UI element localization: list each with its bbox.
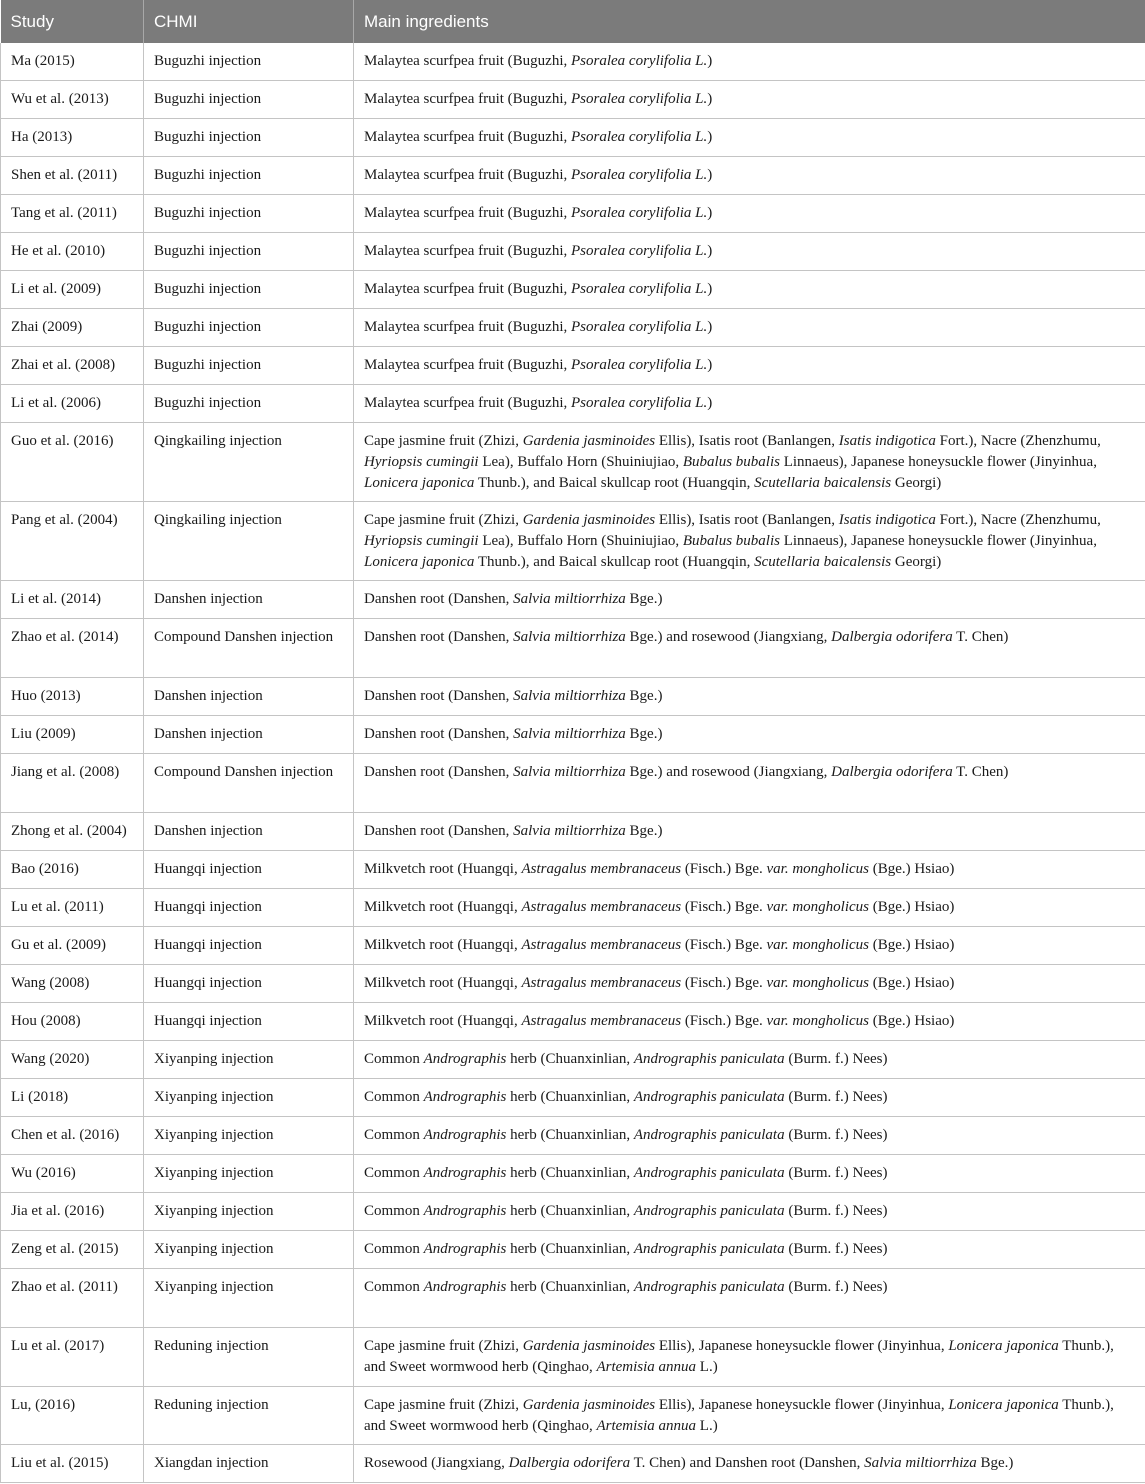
chmi-cell: Huangqi injection — [144, 965, 354, 1003]
study-cell: Bao (2016) — [1, 851, 144, 889]
table-row — [1, 502, 1145, 581]
chmi-cell: Qingkailing injection — [144, 502, 354, 581]
species-name: Scutellaria baicalensis — [754, 475, 892, 491]
species-name: Dalbergia odorifera — [831, 764, 953, 780]
chmi-cell: Xiyanping injection — [144, 1269, 354, 1328]
ingredients-cell — [354, 1328, 1145, 1387]
chmi-cell: Compound Danshen injection — [144, 754, 354, 813]
species-name: Psoralea corylifolia L. — [571, 129, 708, 145]
species-name: Psoralea corylifolia L. — [571, 167, 708, 183]
chmi-cell: Danshen injection — [144, 581, 354, 619]
chmi-cell: Xiyanping injection — [144, 1117, 354, 1155]
header-chmi: CHMI — [144, 0, 354, 43]
ingredient-text: Bge.) — [625, 591, 663, 607]
table-row — [1, 43, 1145, 81]
species-name: Bubalus bubalis — [682, 454, 780, 470]
ingredient-text: herb (Chuanxinlian, — [506, 1127, 634, 1143]
ingredient-text: Milkvetch root (Huangqi, — [364, 899, 522, 915]
species-name: Hyriopsis cumingii — [364, 454, 479, 470]
ingredient-text: (Bge.) Hsiao) — [868, 975, 955, 991]
ingredient-text: (Bge.) Hsiao) — [868, 861, 955, 877]
ingredients-cell — [354, 233, 1145, 271]
ingredient-text: Ellis), Isatis root (Banlangen, — [655, 433, 839, 449]
ingredients-cell — [354, 716, 1145, 754]
species-name: Psoralea corylifolia L. — [571, 281, 708, 297]
species-name: var. mongholicus — [766, 899, 869, 915]
study-cell: Shen et al. (2011) — [1, 157, 144, 195]
ingredient-text: Milkvetch root (Huangqi, — [364, 937, 522, 953]
ingredient-text: Georgi) — [891, 554, 942, 570]
ingredient-text: Cape jasmine fruit (Zhizi, — [364, 1397, 523, 1413]
ingredient-text: L.) — [696, 1418, 718, 1434]
ingredient-text: Bge.) and rosewood (Jiangxiang, — [625, 764, 832, 780]
ingredient-text: Common — [364, 1279, 424, 1295]
chmi-cell: Buguzhi injection — [144, 157, 354, 195]
chmi-cell: Xiyanping injection — [144, 1079, 354, 1117]
study-cell: Zhai et al. (2008) — [1, 347, 144, 385]
chmi-cell: Xiyanping injection — [144, 1155, 354, 1193]
ingredient-text: (Burm. f.) Nees) — [784, 1165, 888, 1181]
ingredient-text: Malaytea scurfpea fruit (Buguzhi, — [364, 281, 572, 297]
ingredient-text: (Burm. f.) Nees) — [784, 1051, 888, 1067]
chmi-cell: Danshen injection — [144, 813, 354, 851]
ingredient-text: T. Chen) — [952, 629, 1009, 645]
study-cell: Huo (2013) — [1, 678, 144, 716]
ingredients-cell — [354, 851, 1145, 889]
species-name: Gardenia jasminoides — [522, 1338, 656, 1354]
ingredients-cell — [354, 1387, 1145, 1445]
species-name: Andrographis paniculata — [633, 1241, 785, 1257]
species-name: Andrographis — [423, 1127, 507, 1143]
ingredients-cell — [354, 1193, 1145, 1231]
ingredients-cell — [354, 502, 1145, 581]
ingredient-text: herb (Chuanxinlian, — [506, 1203, 634, 1219]
table-row — [1, 678, 1145, 716]
table-row — [1, 233, 1145, 271]
table-row — [1, 195, 1145, 233]
species-name: Andrographis paniculata — [633, 1279, 785, 1295]
ingredient-text: ) — [707, 53, 713, 69]
species-name: Psoralea corylifolia L. — [571, 205, 708, 221]
species-name: Salvia miltiorrhiza — [513, 629, 626, 645]
species-name: Andrographis paniculata — [633, 1203, 785, 1219]
ingredient-text: (Burm. f.) Nees) — [784, 1203, 888, 1219]
ingredient-text: Cape jasmine fruit (Zhizi, — [364, 433, 523, 449]
study-cell: Li (2018) — [1, 1079, 144, 1117]
species-name: Lonicera japonica — [948, 1338, 1059, 1354]
ingredient-text: L.) — [696, 1359, 718, 1375]
study-cell: Wu et al. (2013) — [1, 81, 144, 119]
chmi-cell: Xiyanping injection — [144, 1041, 354, 1079]
ingredient-text: Malaytea scurfpea fruit (Buguzhi, — [364, 319, 572, 335]
table-row — [1, 347, 1145, 385]
ingredient-text: Bge.) — [625, 823, 663, 839]
species-name: Andrographis paniculata — [633, 1165, 785, 1181]
ingredients-cell — [354, 423, 1145, 502]
ingredients-cell — [354, 1117, 1145, 1155]
ingredient-text: Malaytea scurfpea fruit (Buguzhi, — [364, 357, 572, 373]
chmi-cell: Compound Danshen injection — [144, 619, 354, 678]
ingredient-text: herb (Chuanxinlian, — [506, 1089, 634, 1105]
ingredient-text: Thunb.), and Sweet wormwood herb (Qinghao, — [364, 1338, 1114, 1375]
ingredient-text: Ellis), Isatis root (Banlangen, — [655, 512, 839, 528]
table-row — [1, 1387, 1145, 1445]
species-name: Astragalus membranaceus — [521, 937, 682, 953]
ingredient-text: Danshen root (Danshen, — [364, 764, 514, 780]
species-name: Andrographis paniculata — [633, 1127, 785, 1143]
ingredient-text: Fort.), Nacre (Zhenzhumu, — [935, 512, 1101, 528]
study-cell: Chen et al. (2016) — [1, 1117, 144, 1155]
ingredient-text: Ellis), Japanese honeysuckle flower (Jinyinhua, — [655, 1338, 949, 1354]
ingredient-text: Malaytea scurfpea fruit (Buguzhi, — [364, 167, 572, 183]
ingredient-text: (Fisch.) Bge. — [681, 937, 767, 953]
table-row — [1, 119, 1145, 157]
ingredients-cell — [354, 347, 1145, 385]
ingredient-text: Common — [364, 1203, 424, 1219]
study-cell: Ma (2015) — [1, 43, 144, 81]
table-row — [1, 927, 1145, 965]
species-name: Dalbergia odorifera — [831, 629, 953, 645]
species-name: Hyriopsis cumingii — [364, 533, 479, 549]
study-cell: Wang (2020) — [1, 1041, 144, 1079]
ingredient-text: (Fisch.) Bge. — [681, 975, 767, 991]
species-name: Isatis indigotica — [838, 512, 936, 528]
ingredient-text: Lea), Buffalo Horn (Shuiniujiao, — [478, 454, 683, 470]
ingredients-cell — [354, 927, 1145, 965]
ingredient-text: Danshen root (Danshen, — [364, 629, 514, 645]
study-cell: Tang et al. (2011) — [1, 195, 144, 233]
ingredient-text: herb (Chuanxinlian, — [506, 1051, 634, 1067]
species-name: Astragalus membranaceus — [521, 861, 682, 877]
ingredients-cell — [354, 965, 1145, 1003]
ingredients-cell — [354, 309, 1145, 347]
table-row — [1, 619, 1145, 678]
species-name: Andrographis — [423, 1165, 507, 1181]
ingredient-text: Danshen root (Danshen, — [364, 591, 514, 607]
table-row — [1, 1231, 1145, 1269]
chmi-cell: Xiyanping injection — [144, 1231, 354, 1269]
ingredient-text: Thunb.), and Baical skullcap root (Huangqin, — [474, 554, 755, 570]
species-name: Salvia miltiorrhiza — [513, 823, 626, 839]
ingredient-text: (Fisch.) Bge. — [681, 1013, 767, 1029]
table-row — [1, 754, 1145, 813]
chmi-cell: Buguzhi injection — [144, 81, 354, 119]
chmi-cell: Huangqi injection — [144, 1003, 354, 1041]
ingredient-text: Malaytea scurfpea fruit (Buguzhi, — [364, 205, 572, 221]
ingredient-text: Bge.) — [625, 726, 663, 742]
species-name: Bubalus bubalis — [682, 533, 780, 549]
species-name: Gardenia jasminoides — [522, 1397, 656, 1413]
ingredients-cell — [354, 678, 1145, 716]
species-name: Andrographis — [423, 1279, 507, 1295]
species-name: Andrographis — [423, 1241, 507, 1257]
ingredient-text: Common — [364, 1051, 424, 1067]
ingredient-text: Milkvetch root (Huangqi, — [364, 861, 522, 877]
study-cell: Wang (2008) — [1, 965, 144, 1003]
ingredient-text: ) — [707, 319, 713, 335]
species-name: Salvia miltiorrhiza — [513, 591, 626, 607]
ingredients-cell — [354, 619, 1145, 678]
table-row — [1, 889, 1145, 927]
table-row — [1, 423, 1145, 502]
ingredient-text: Thunb.), and Baical skullcap root (Huangqin, — [474, 475, 755, 491]
ingredient-text: herb (Chuanxinlian, — [506, 1165, 634, 1181]
ingredient-text: (Burm. f.) Nees) — [784, 1241, 888, 1257]
ingredient-text: Milkvetch root (Huangqi, — [364, 1013, 522, 1029]
table-row — [1, 1328, 1145, 1387]
ingredient-text: (Fisch.) Bge. — [681, 861, 767, 877]
study-cell: Li et al. (2006) — [1, 385, 144, 423]
table-row — [1, 1445, 1145, 1483]
table-row — [1, 271, 1145, 309]
chmi-cell: Buguzhi injection — [144, 271, 354, 309]
table-row — [1, 965, 1145, 1003]
species-name: Salvia miltiorrhiza — [513, 726, 626, 742]
study-cell: Lu, (2016) — [1, 1387, 144, 1445]
chmi-cell: Danshen injection — [144, 716, 354, 754]
ingredients-cell — [354, 385, 1145, 423]
ingredient-text: ) — [707, 129, 713, 145]
chmi-cell: Huangqi injection — [144, 851, 354, 889]
ingredient-text: Danshen root (Danshen, — [364, 823, 514, 839]
species-name: var. mongholicus — [766, 861, 869, 877]
ingredient-text: ) — [707, 357, 713, 373]
chmi-cell: Buguzhi injection — [144, 385, 354, 423]
ingredient-text: Malaytea scurfpea fruit (Buguzhi, — [364, 53, 572, 69]
chmi-cell: Xiyanping injection — [144, 1193, 354, 1231]
table-row — [1, 1041, 1145, 1079]
study-cell: Lu et al. (2017) — [1, 1328, 144, 1387]
species-name: Psoralea corylifolia L. — [571, 91, 708, 107]
study-cell: Zhong et al. (2004) — [1, 813, 144, 851]
chmi-cell: Buguzhi injection — [144, 119, 354, 157]
table-row — [1, 851, 1145, 889]
table-row — [1, 1193, 1145, 1231]
species-name: Andrographis paniculata — [633, 1089, 785, 1105]
table-row — [1, 813, 1145, 851]
ingredient-text: Thunb.), and Sweet wormwood herb (Qinghao, — [364, 1397, 1114, 1434]
ingredient-text: Common — [364, 1127, 424, 1143]
species-name: Salvia miltiorrhiza — [513, 764, 626, 780]
table-row — [1, 81, 1145, 119]
species-name: Dalbergia odorifera — [508, 1455, 631, 1471]
study-cell: Lu et al. (2011) — [1, 889, 144, 927]
header-row — [1, 0, 1145, 43]
species-name: Psoralea corylifolia L. — [571, 395, 708, 411]
ingredient-text: Malaytea scurfpea fruit (Buguzhi, — [364, 129, 572, 145]
chmi-cell: Reduning injection — [144, 1328, 354, 1387]
species-name: Lonicera japonica — [948, 1397, 1059, 1413]
ingredient-text: (Fisch.) Bge. — [681, 899, 767, 915]
chmi-cell: Buguzhi injection — [144, 195, 354, 233]
study-cell: Liu (2009) — [1, 716, 144, 754]
ingredient-text: herb (Chuanxinlian, — [506, 1279, 634, 1295]
ingredient-text: ) — [707, 395, 713, 411]
ingredient-text: Linnaeus), Japanese honeysuckle flower (Jinyinhua, — [779, 533, 1097, 549]
ingredient-text: Common — [364, 1241, 424, 1257]
ingredients-cell — [354, 581, 1145, 619]
study-cell: Liu et al. (2015) — [1, 1445, 144, 1483]
chmi-cell: Qingkailing injection — [144, 423, 354, 502]
header-study: Study — [1, 0, 144, 43]
ingredient-text: ) — [707, 243, 713, 259]
ingredient-text: (Burm. f.) Nees) — [784, 1279, 888, 1295]
table-row — [1, 716, 1145, 754]
study-cell: Zhao et al. (2014) — [1, 619, 144, 678]
ingredients-cell — [354, 271, 1145, 309]
ingredients-cell — [354, 119, 1145, 157]
chmi-cell: Buguzhi injection — [144, 347, 354, 385]
species-name: Scutellaria baicalensis — [754, 554, 892, 570]
species-name: var. mongholicus — [766, 937, 869, 953]
species-name: var. mongholicus — [766, 1013, 869, 1029]
ingredient-text: Bge.) — [976, 1455, 1014, 1471]
species-name: Psoralea corylifolia L. — [571, 357, 708, 373]
ingredient-text: Common — [364, 1165, 424, 1181]
ingredient-text: Linnaeus), Japanese honeysuckle flower (Jinyinhua, — [779, 454, 1097, 470]
chmi-cell: Huangqi injection — [144, 927, 354, 965]
species-name: Artemisia annua — [596, 1418, 697, 1434]
ingredient-text: (Bge.) Hsiao) — [868, 1013, 955, 1029]
ingredient-text: Malaytea scurfpea fruit (Buguzhi, — [364, 395, 572, 411]
ingredient-text: Common — [364, 1089, 424, 1105]
study-cell: Zeng et al. (2015) — [1, 1231, 144, 1269]
species-name: var. mongholicus — [766, 975, 869, 991]
species-name: Gardenia jasminoides — [522, 433, 656, 449]
ingredients-cell — [354, 43, 1145, 81]
ingredients-cell — [354, 1003, 1145, 1041]
species-name: Andrographis — [423, 1203, 507, 1219]
ingredient-text: ) — [707, 281, 713, 297]
header-main-ingredients: Main ingredients — [354, 0, 1145, 43]
ingredient-text: Ellis), Japanese honeysuckle flower (Jinyinhua, — [655, 1397, 949, 1413]
chmi-cell: Huangqi injection — [144, 889, 354, 927]
study-cell: Zhai (2009) — [1, 309, 144, 347]
study-cell: Ha (2013) — [1, 119, 144, 157]
ingredient-text: Lea), Buffalo Horn (Shuiniujiao, — [478, 533, 683, 549]
ingredient-text: T. Chen) and Danshen root (Danshen, — [630, 1455, 865, 1471]
ingredient-text: (Bge.) Hsiao) — [868, 899, 955, 915]
ingredients-cell — [354, 1155, 1145, 1193]
table-row — [1, 1079, 1145, 1117]
study-cell: Gu et al. (2009) — [1, 927, 144, 965]
study-cell: Pang et al. (2004) — [1, 502, 144, 581]
species-name: Lonicera japonica — [364, 554, 475, 570]
ingredient-text: ) — [707, 91, 713, 107]
ingredients-cell — [354, 157, 1145, 195]
ingredients-cell — [354, 81, 1145, 119]
table-row — [1, 1117, 1145, 1155]
species-name: Salvia miltiorrhiza — [513, 688, 626, 704]
table-body — [1, 43, 1145, 1483]
study-cell: Hou (2008) — [1, 1003, 144, 1041]
ingredient-text: (Bge.) Hsiao) — [868, 937, 955, 953]
table-row — [1, 1155, 1145, 1193]
chmi-cell: Buguzhi injection — [144, 43, 354, 81]
ingredients-cell — [354, 813, 1145, 851]
table-row — [1, 1269, 1145, 1328]
ingredients-cell — [354, 754, 1145, 813]
study-cell: Zhao et al. (2011) — [1, 1269, 144, 1328]
study-cell: Guo et al. (2016) — [1, 423, 144, 502]
table-row — [1, 581, 1145, 619]
ingredient-text: Malaytea scurfpea fruit (Buguzhi, — [364, 91, 572, 107]
species-name: Astragalus membranaceus — [521, 1013, 682, 1029]
ingredient-text: Milkvetch root (Huangqi, — [364, 975, 522, 991]
chmi-cell: Reduning injection — [144, 1387, 354, 1445]
ingredient-text: Bge.) and rosewood (Jiangxiang, — [625, 629, 832, 645]
ingredient-text: ) — [707, 205, 713, 221]
ingredient-text: Malaytea scurfpea fruit (Buguzhi, — [364, 243, 572, 259]
species-name: Andrographis — [423, 1051, 507, 1067]
species-name: Astragalus membranaceus — [521, 975, 682, 991]
ingredients-cell — [354, 1269, 1145, 1328]
species-name: Artemisia annua — [596, 1359, 697, 1375]
study-cell: Li et al. (2014) — [1, 581, 144, 619]
ingredient-text: T. Chen) — [952, 764, 1009, 780]
ingredients-cell — [354, 1445, 1145, 1483]
ingredient-text: Danshen root (Danshen, — [364, 688, 514, 704]
species-name: Psoralea corylifolia L. — [571, 53, 708, 69]
chmi-cell: Buguzhi injection — [144, 233, 354, 271]
ingredient-text: Fort.), Nacre (Zhenzhumu, — [935, 433, 1101, 449]
ingredient-text: Danshen root (Danshen, — [364, 726, 514, 742]
ingredient-text: Bge.) — [625, 688, 663, 704]
table-row — [1, 157, 1145, 195]
ingredient-text: Rosewood (Jiangxiang, — [364, 1455, 509, 1471]
ingredients-cell — [354, 1079, 1145, 1117]
species-name: Psoralea corylifolia L. — [571, 243, 708, 259]
ingredient-text: (Burm. f.) Nees) — [784, 1089, 888, 1105]
study-cell: Jiang et al. (2008) — [1, 754, 144, 813]
ingredients-cell — [354, 1041, 1145, 1079]
table-row — [1, 385, 1145, 423]
study-cell: Li et al. (2009) — [1, 271, 144, 309]
study-cell: He et al. (2010) — [1, 233, 144, 271]
species-name: Andrographis paniculata — [633, 1051, 785, 1067]
ingredient-text: (Burm. f.) Nees) — [784, 1127, 888, 1143]
species-name: Andrographis — [423, 1089, 507, 1105]
species-name: Psoralea corylifolia L. — [571, 319, 708, 335]
study-cell: Jia et al. (2016) — [1, 1193, 144, 1231]
species-name: Isatis indigotica — [838, 433, 936, 449]
ingredients-cell — [354, 889, 1145, 927]
study-cell: Wu (2016) — [1, 1155, 144, 1193]
chmi-cell: Xiangdan injection — [144, 1445, 354, 1483]
ingredient-text: Cape jasmine fruit (Zhizi, — [364, 512, 523, 528]
species-name: Astragalus membranaceus — [521, 899, 682, 915]
table-row — [1, 309, 1145, 347]
chmi-cell: Buguzhi injection — [144, 309, 354, 347]
ingredient-text: Cape jasmine fruit (Zhizi, — [364, 1338, 523, 1354]
table-row — [1, 1003, 1145, 1041]
ingredients-cell — [354, 1231, 1145, 1269]
ingredient-text: herb (Chuanxinlian, — [506, 1241, 634, 1257]
ingredients-cell — [354, 195, 1145, 233]
ingredient-text: ) — [707, 167, 713, 183]
species-name: Salvia miltiorrhiza — [864, 1455, 977, 1471]
chmi-cell: Danshen injection — [144, 678, 354, 716]
ingredient-text: Georgi) — [891, 475, 942, 491]
species-name: Lonicera japonica — [364, 475, 475, 491]
species-name: Gardenia jasminoides — [522, 512, 656, 528]
